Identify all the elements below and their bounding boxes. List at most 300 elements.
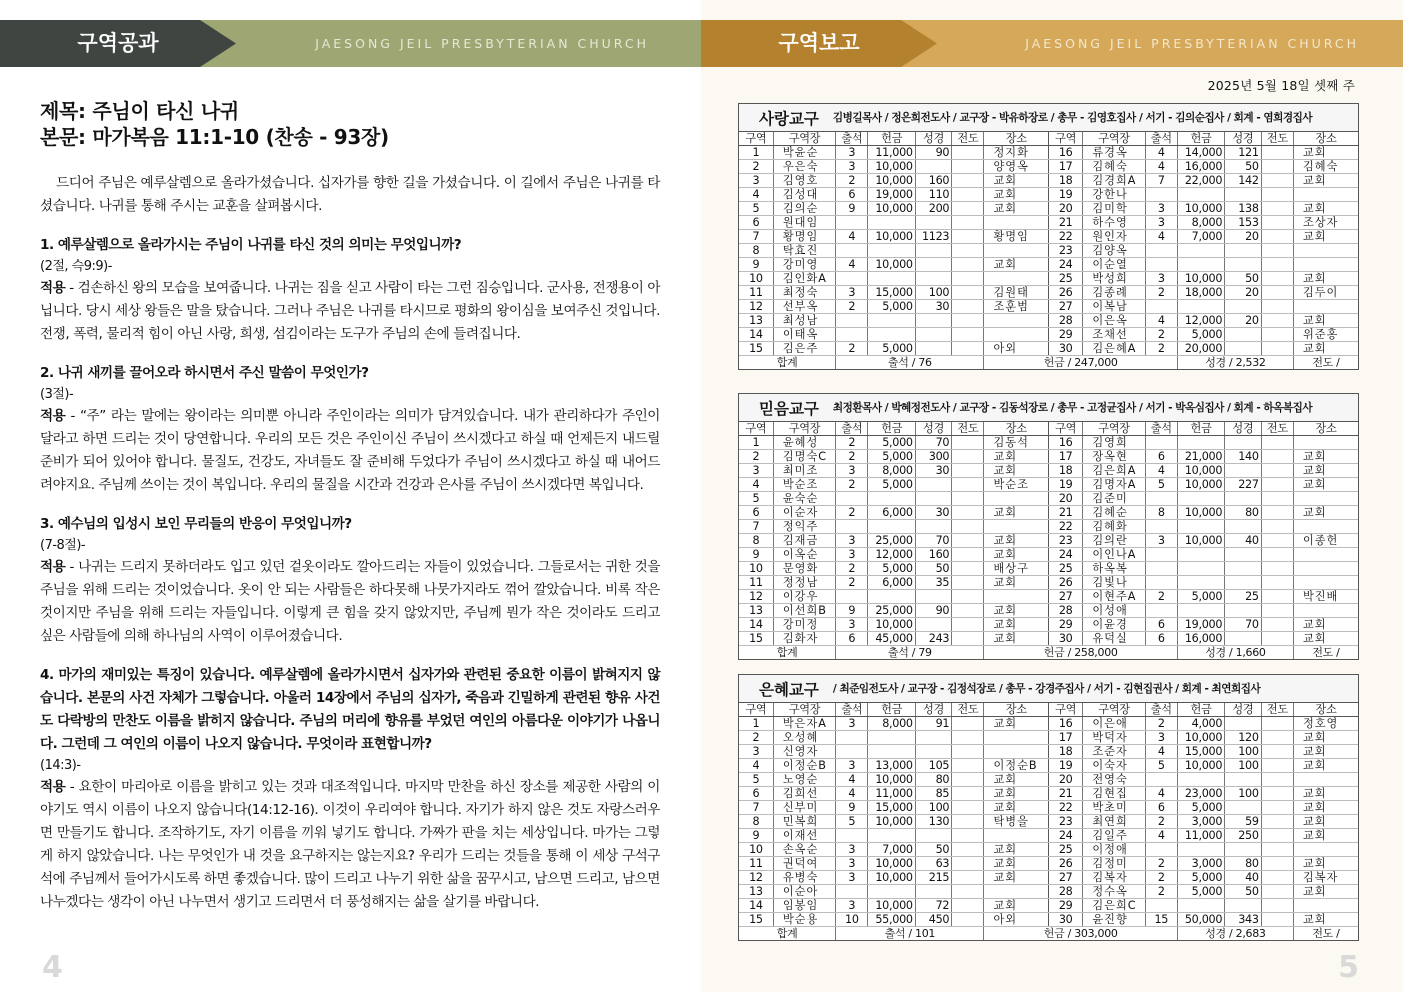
table-cell: 55,000 (868, 913, 915, 927)
table-row (739, 506, 1358, 520)
table-cell: 교회 (984, 464, 1048, 478)
table-cell: 19,000 (868, 188, 915, 202)
table-cell: 탁병을 (984, 815, 1048, 829)
table-cell (952, 759, 984, 773)
table-cell (1261, 548, 1293, 562)
table-cell: 26 (1048, 286, 1082, 300)
scripture-reference: (2절, 슥9:9)- (40, 259, 112, 274)
table-cell: 교회 (1293, 618, 1358, 632)
table-cell: 5 (739, 773, 773, 787)
table-cell: 7 (739, 801, 773, 815)
table-cell (1177, 562, 1224, 576)
table-cell: 2 (739, 450, 773, 464)
table-cell (1293, 899, 1358, 913)
table-cell: 80 (1225, 506, 1262, 520)
table-cell: 이인나A (1083, 548, 1145, 562)
table-cell: 10,000 (1177, 759, 1224, 773)
table-cell (836, 829, 868, 843)
table-cell: 6,000 (868, 576, 915, 590)
table-row (739, 717, 1358, 731)
table-cell (915, 829, 952, 843)
table-cell: 12 (739, 300, 773, 314)
table-cell: 교회 (984, 258, 1048, 272)
table-cell: 138 (1225, 202, 1262, 216)
table-cell (1225, 576, 1262, 590)
table-cell: 28 (1048, 314, 1082, 328)
table-cell (1225, 300, 1262, 314)
table-row (739, 871, 1358, 885)
table-cell: 교회 (1293, 857, 1358, 871)
table-cell: 3 (836, 548, 868, 562)
table-cell (1225, 899, 1262, 913)
table-cell (915, 520, 952, 534)
table-cell: 2 (836, 342, 868, 356)
column-header: 성경 (1225, 703, 1262, 717)
table-cell: 2 (739, 160, 773, 174)
table-cell: 30 (915, 300, 952, 314)
attendance-table (739, 422, 1358, 659)
table-cell: 이은옥 (1083, 314, 1145, 328)
table-cell: 10 (739, 272, 773, 286)
table-cell (1225, 843, 1262, 857)
table-cell: 유병숙 (773, 871, 835, 885)
table-cell: 교회 (1293, 815, 1358, 829)
total-row (739, 927, 1358, 941)
table-cell: 교회 (1293, 801, 1358, 815)
table-cell: 50 (1225, 272, 1262, 286)
table-cell: 4 (836, 787, 868, 801)
table-row (739, 244, 1358, 258)
table-cell: 최정숙 (773, 286, 835, 300)
table-cell: 6 (836, 632, 868, 646)
table-cell: 신영자 (773, 745, 835, 759)
table-cell: 이현주A (1083, 590, 1145, 604)
table-cell: 11 (739, 576, 773, 590)
table-cell: 박순조 (773, 478, 835, 492)
table-cell: 교회 (984, 188, 1048, 202)
table-cell: 9 (836, 801, 868, 815)
table-cell (836, 244, 868, 258)
table-cell (1293, 520, 1358, 534)
table-cell: 교회 (1293, 787, 1358, 801)
table-cell: 23 (1048, 815, 1082, 829)
application-label: 적용 (40, 559, 66, 575)
table-cell: 5,000 (868, 342, 915, 356)
table-cell (1293, 773, 1358, 787)
table-cell: 14,000 (1177, 146, 1224, 160)
column-header: 구역장 (773, 703, 835, 717)
column-header: 구역 (1048, 703, 1082, 717)
table-cell: 정익주 (773, 520, 835, 534)
table-cell (836, 272, 868, 286)
table-cell: 2 (739, 731, 773, 745)
table-cell: 23,000 (1177, 787, 1224, 801)
table-cell: 25,000 (868, 534, 915, 548)
table-cell: 4 (739, 759, 773, 773)
scripture-reference: (3절)- (40, 387, 74, 402)
table-cell: 교회 (984, 801, 1048, 815)
table-cell: 15,000 (868, 286, 915, 300)
table-cell: 조상자 (1293, 216, 1358, 230)
table-cell (952, 450, 984, 464)
table-cell (1261, 745, 1293, 759)
table-cell: 70 (915, 534, 952, 548)
table-cell: 110 (915, 188, 952, 202)
table-cell: 탁효진 (773, 244, 835, 258)
table-cell: 박윤순 (773, 146, 835, 160)
table-cell: 이성애 (1083, 604, 1145, 618)
table-cell (915, 272, 952, 286)
table-cell: 50 (1225, 160, 1262, 174)
table-cell: 노영순 (773, 773, 835, 787)
table-cell (1145, 604, 1177, 618)
table-cell: 이옥순 (773, 548, 835, 562)
table-cell (1177, 300, 1224, 314)
column-header: 장소 (984, 703, 1048, 717)
table-cell: 7 (1145, 174, 1177, 188)
table-cell: 9 (739, 548, 773, 562)
table-cell: 이순자 (773, 506, 835, 520)
district-staff: / 최준임전도사 / 교구장 - 김정석장로 / 총무 - 강경주집사 / 서기 - 김현집권사 / 회계 - 최연희집사 (832, 683, 1261, 695)
total-evan: 전도 / (1293, 356, 1358, 370)
lesson-header-bar (0, 20, 701, 67)
table-cell (868, 272, 915, 286)
table-cell: 91 (915, 717, 952, 731)
table-header-row (739, 703, 1358, 717)
district-header (739, 104, 1358, 132)
total-att: 출석 / 76 (836, 356, 984, 370)
table-cell (952, 216, 984, 230)
table-row (739, 314, 1358, 328)
table-row (739, 230, 1358, 244)
table-cell: 김영희 (1083, 436, 1145, 450)
total-row (739, 646, 1358, 660)
sermon-text: 본문: 마가복음 11:1-10 (찬송 - 93장) (40, 125, 389, 149)
table-cell: 8,000 (1177, 216, 1224, 230)
table-cell (1145, 244, 1177, 258)
table-cell: 이숙자 (1083, 759, 1145, 773)
table-cell: 5,000 (1177, 590, 1224, 604)
table-cell: 2 (836, 478, 868, 492)
table-cell (1225, 492, 1262, 506)
table-cell (1293, 576, 1358, 590)
table-cell: 14 (739, 899, 773, 913)
table-cell (868, 216, 915, 230)
table-cell: 김원태 (984, 286, 1048, 300)
table-cell: 12,000 (1177, 314, 1224, 328)
table-row (739, 450, 1358, 464)
table-cell: 10,000 (868, 230, 915, 244)
table-cell: 22 (1048, 230, 1082, 244)
table-cell: 위준홍 (1293, 328, 1358, 342)
table-cell: 18 (1048, 174, 1082, 188)
table-cell: 4 (836, 258, 868, 272)
table-cell: 강한나 (1083, 188, 1145, 202)
table-cell: 15 (739, 632, 773, 646)
table-cell (952, 464, 984, 478)
table-cell: 9 (836, 604, 868, 618)
table-cell: 아외 (984, 913, 1048, 927)
table-cell: 80 (915, 773, 952, 787)
table-cell: 4 (1145, 146, 1177, 160)
table-cell: 10,000 (868, 258, 915, 272)
table-cell: 김정미 (1083, 857, 1145, 871)
table-cell: 윤혜성 (773, 436, 835, 450)
table-cell: 5 (739, 492, 773, 506)
table-cell: 김동석 (984, 436, 1048, 450)
table-cell: 7 (739, 520, 773, 534)
district-header (739, 675, 1358, 703)
table-cell (1261, 759, 1293, 773)
table-cell (1293, 604, 1358, 618)
table-cell: 3 (836, 717, 868, 731)
table-cell: 박순조 (984, 478, 1048, 492)
table-cell: 김의순 (773, 202, 835, 216)
table-cell: 김현집 (1083, 787, 1145, 801)
scripture-reference: (7-8절)- (40, 538, 86, 553)
table-cell: 우은숙 (773, 160, 835, 174)
table-row (739, 342, 1358, 356)
table-cell: 5,000 (1177, 871, 1224, 885)
table-cell: 교회 (1293, 885, 1358, 899)
table-cell: 8 (739, 815, 773, 829)
table-cell: 70 (1225, 618, 1262, 632)
attendance-table (739, 132, 1358, 369)
table-cell: 12,000 (868, 548, 915, 562)
table-cell: 30 (1048, 913, 1082, 927)
table-cell: 이정애 (1083, 843, 1145, 857)
application-label: 적용 (40, 280, 66, 296)
table-cell (952, 745, 984, 759)
table-cell (1261, 871, 1293, 885)
application (40, 277, 660, 346)
table-cell (1261, 314, 1293, 328)
table-cell: 교회 (984, 843, 1048, 857)
table-cell: 김희선 (773, 787, 835, 801)
table-cell: 100 (915, 801, 952, 815)
table-cell (1177, 899, 1224, 913)
church-name: JAESONG JEIL PRESBYTERIAN CHURCH (315, 36, 649, 51)
table-cell: 박덕자 (1083, 731, 1145, 745)
table-cell (952, 843, 984, 857)
application-label: 적용 (40, 779, 66, 795)
table-cell: 450 (915, 913, 952, 927)
table-cell: 12 (739, 871, 773, 885)
application-text: - “주” 라는 말에는 왕이라는 의미뿐 아니라 주인이라는 의미가 담겨있습니다. 내가 관리하다가 주인이 달라고 하면 드리는 것이 당연합니다. 우리의 모든 것은 주인이신 주님이 쓰시겠다고 하실 때 언제든지 내드릴 준비가 되어 있어야 합니다. 물질도, 건강도, 자녀들도 잘 준비해 두었다가 주님이 쓰시겠다고 하실 때 내어드려야지요. 주님께 쓰이는 것이 복입니다. 우리의 물질을 시간과 건강과 은사를 주님이 쓰시겠다면 복입니다. (40, 408, 660, 493)
table-cell (1177, 258, 1224, 272)
table-cell (1145, 843, 1177, 857)
column-header: 전도 (1261, 703, 1293, 717)
column-header: 헌금 (868, 703, 915, 717)
table-cell: 50 (1225, 885, 1262, 899)
table-cell: 황명임 (773, 230, 835, 244)
table-cell (1261, 618, 1293, 632)
table-cell: 김명자A (1083, 478, 1145, 492)
table-row (739, 815, 1358, 829)
table-cell: 27 (1048, 590, 1082, 604)
table-cell: 5,000 (868, 300, 915, 314)
total-evan: 전도 / (1293, 927, 1358, 941)
table-cell (1177, 843, 1224, 857)
table-cell: 김은희C (1083, 899, 1145, 913)
table-cell (984, 745, 1048, 759)
table-cell: 16 (1048, 146, 1082, 160)
table-cell (1145, 300, 1177, 314)
table-cell (984, 492, 1048, 506)
application-text: - 검손하신 왕의 모습을 보여줍니다. 나귀는 짐을 싣고 사람이 타는 그런 짐승입니다. 군사용, 전쟁용이 아닙니다. 당시 세상 왕들은 말을 탔습니다. 그러나 주님은 나귀를 타시므로 평화의 왕이심을 보여주신 것입니다. 전쟁, 폭력, 물리적 힘이 아닌 사랑, 희생, 섬김이라는 도구가 주님의 손에 들려집니다. (40, 280, 660, 342)
table-cell: 김영호 (773, 174, 835, 188)
table-cell (952, 885, 984, 899)
table-cell: 200 (915, 202, 952, 216)
table-cell: 16,000 (1177, 160, 1224, 174)
table-cell: 2 (836, 174, 868, 188)
table-cell: 김은희A (1083, 464, 1145, 478)
application (40, 556, 660, 648)
table-cell (952, 773, 984, 787)
table-cell: 3 (836, 871, 868, 885)
table-cell: 243 (915, 632, 952, 646)
column-header: 전도 (952, 132, 984, 146)
table-cell: 25,000 (868, 604, 915, 618)
table-cell: 130 (915, 815, 952, 829)
column-header: 전도 (952, 703, 984, 717)
table-cell (1225, 717, 1262, 731)
column-header: 헌금 (1177, 422, 1224, 436)
table-cell: 6 (739, 506, 773, 520)
table-cell: 7 (739, 230, 773, 244)
table-cell: 선부옥 (773, 300, 835, 314)
table-cell: 28 (1048, 604, 1082, 618)
table-cell (1261, 342, 1293, 356)
table-cell (915, 492, 952, 506)
table-cell: 50 (915, 843, 952, 857)
table-cell: 문영화 (773, 562, 835, 576)
column-header: 출석 (836, 703, 868, 717)
table-cell: 3 (1145, 202, 1177, 216)
table-cell: 100 (1225, 745, 1262, 759)
report-header-bar (701, 20, 1403, 67)
table-cell: 강미정 (773, 618, 835, 632)
column-header: 성경 (1225, 422, 1262, 436)
table-cell (868, 314, 915, 328)
table-cell: 160 (915, 174, 952, 188)
column-header: 출석 (1145, 422, 1177, 436)
table-cell (1145, 576, 1177, 590)
table-cell: 하옥복 (1083, 562, 1145, 576)
column-header: 구역 (1048, 132, 1082, 146)
table-cell: 4 (1145, 160, 1177, 174)
table-row (739, 478, 1358, 492)
table-row (739, 300, 1358, 314)
table-cell (868, 731, 915, 745)
table-cell (1261, 520, 1293, 534)
table-cell (952, 731, 984, 745)
table-cell (1261, 328, 1293, 342)
table-cell: 2 (1145, 871, 1177, 885)
table-cell: 3,000 (1177, 857, 1224, 871)
table-cell: 5,000 (1177, 885, 1224, 899)
table-cell (836, 492, 868, 506)
total-bible: 성경 / 2,683 (1177, 927, 1293, 941)
table-cell: 김명숙C (773, 450, 835, 464)
table-cell (836, 216, 868, 230)
table-cell: 2 (836, 300, 868, 314)
table-cell: 30 (1048, 632, 1082, 646)
table-cell: 6 (1145, 450, 1177, 464)
table-cell (1261, 801, 1293, 815)
table-row (739, 857, 1358, 871)
total-att: 출석 / 79 (836, 646, 984, 660)
table-cell: 조훈범 (984, 300, 1048, 314)
table-cell: 2 (836, 506, 868, 520)
table-cell (984, 314, 1048, 328)
table-cell: 5,000 (868, 450, 915, 464)
table-cell (1293, 300, 1358, 314)
table-cell: 교회 (1293, 632, 1358, 646)
table-cell: 교회 (1293, 146, 1358, 160)
table-cell (868, 244, 915, 258)
table-cell: 15,000 (1177, 745, 1224, 759)
table-cell: 이강우 (773, 590, 835, 604)
table-cell (1261, 300, 1293, 314)
column-header: 구역장 (1083, 132, 1145, 146)
table-cell (1261, 146, 1293, 160)
table-cell (984, 829, 1048, 843)
column-header: 구역 (1048, 422, 1082, 436)
table-cell (1225, 604, 1262, 618)
table-row (739, 202, 1358, 216)
table-cell: 215 (915, 871, 952, 885)
table-cell: 6 (739, 787, 773, 801)
table-cell: 8,000 (868, 464, 915, 478)
table-cell: 권덕여 (773, 857, 835, 871)
table-cell: 5,000 (868, 562, 915, 576)
table-cell: 박순용 (773, 913, 835, 927)
district-title: 사랑교구 (759, 109, 819, 128)
total-bible: 성경 / 2,532 (1177, 356, 1293, 370)
table-cell (1293, 436, 1358, 450)
table-cell: 14 (739, 328, 773, 342)
total-off: 헌금 / 258,000 (984, 646, 1177, 660)
table-cell: 1 (739, 717, 773, 731)
table-row (739, 328, 1358, 342)
column-header: 성경 (915, 132, 952, 146)
table-cell: 4 (1145, 230, 1177, 244)
table-cell: 227 (1225, 478, 1262, 492)
column-header: 헌금 (1177, 132, 1224, 146)
table-cell (1261, 160, 1293, 174)
application (40, 776, 660, 914)
column-header: 장소 (984, 422, 1048, 436)
table-row (739, 464, 1358, 478)
table-cell: 김혜숙 (1083, 160, 1145, 174)
table-cell: 3 (1145, 534, 1177, 548)
total-off: 헌금 / 247,000 (984, 356, 1177, 370)
table-cell (1225, 342, 1262, 356)
table-cell (984, 731, 1048, 745)
table-cell: 교회 (984, 174, 1048, 188)
table-cell: 3 (836, 286, 868, 300)
table-cell: 10,000 (868, 618, 915, 632)
table-cell: 16,000 (1177, 632, 1224, 646)
table-cell: 40 (1225, 871, 1262, 885)
table-cell: 류경옥 (1083, 146, 1145, 160)
table-cell: 28 (1048, 885, 1082, 899)
table-row (739, 534, 1358, 548)
column-header: 출석 (836, 132, 868, 146)
table-cell (915, 342, 952, 356)
table-cell: 2 (1145, 717, 1177, 731)
